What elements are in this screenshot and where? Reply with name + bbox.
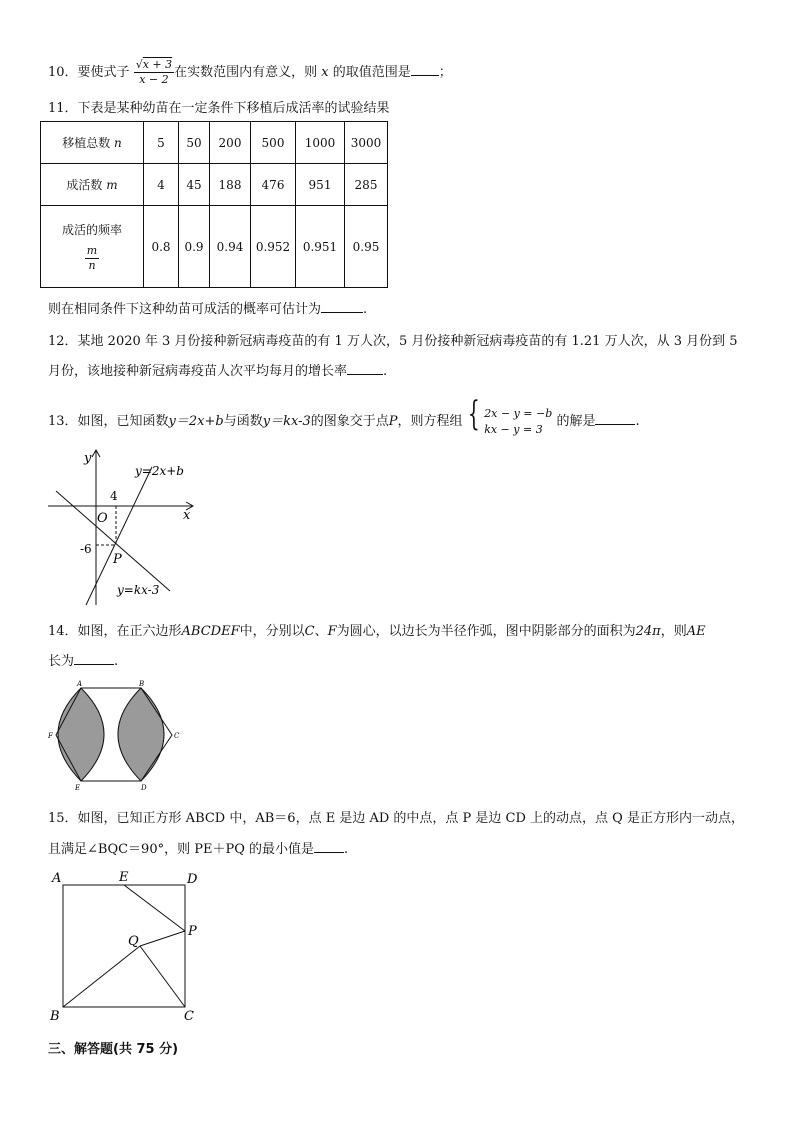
system-brace: {	[467, 394, 480, 434]
table-cell: 1000	[296, 122, 345, 164]
q11-after: 则在相同条件下这种幼苗可成活的概率可估计为 .	[48, 302, 368, 317]
q10-fraction-numerator: √x + 3	[135, 58, 173, 71]
table-cell: 0.951	[296, 206, 345, 288]
table-cell: 45	[179, 164, 210, 206]
q10-tail: 的取值范围是	[332, 65, 411, 80]
table-cell: 0.952	[251, 206, 296, 288]
table-cell: 5	[144, 122, 179, 164]
table-cell: 0.94	[210, 206, 251, 288]
table-cell: 500	[251, 122, 296, 164]
q11-answer-blank	[321, 300, 363, 313]
q10-number: 10．	[48, 65, 78, 80]
shaded-lens-left	[58, 688, 104, 781]
point-b-label: B	[50, 1009, 60, 1024]
table-cell: 0.9	[179, 206, 210, 288]
q15-answer-blank	[314, 840, 344, 853]
section-heading: 三、解答题(共 75 分)	[48, 1042, 179, 1057]
table-row-label: 移植总数 n	[41, 122, 144, 164]
q14-hexagon-figure	[44, 678, 184, 796]
q10-end: ；	[438, 65, 452, 80]
q12-line1: 12．某地 2020 年 3 月份接种新冠病毒疫苗的有 1 万人次，5 月份接种新冠病毒疫苗的有 1.21 万人次，从 3 月份到 5	[48, 334, 738, 349]
segment-bq	[63, 946, 140, 1007]
intersection-label: P	[113, 552, 122, 567]
tick-x-label: 4	[110, 489, 118, 503]
q12-answer-blank	[347, 362, 383, 375]
vertex-a-label: A	[77, 680, 83, 688]
table-cell: 476	[251, 164, 296, 206]
q15-line1: 15．如图，已知正方形 ABCD 中，AB＝6，点 E 是边 AD 的中点，点 P 是边 CD 上的动点，点 Q 是正方形内一动点，	[48, 811, 744, 826]
table-row	[41, 122, 388, 164]
survival-rate-table	[40, 121, 388, 288]
table-cell: 3000	[345, 122, 388, 164]
q10-fraction-denominator: x − 2	[139, 73, 169, 86]
table-cell: 50	[179, 122, 210, 164]
q14-line2: 长为 .	[48, 654, 119, 669]
vertex-c-label: C	[174, 732, 180, 740]
table-cell: 200	[210, 122, 251, 164]
line2-label: y=kx-3	[117, 583, 160, 597]
q15-line2: 且满足∠BQC＝90°，则 PE＋PQ 的最小值是 .	[48, 842, 349, 857]
table-row	[41, 206, 388, 288]
q14-answer-blank	[74, 652, 114, 665]
q10-answer-blank	[411, 63, 439, 76]
q13-graph	[40, 445, 210, 610]
table-row	[41, 164, 388, 206]
vertex-e-label: E	[75, 784, 81, 792]
segment-qc	[140, 946, 185, 1007]
equation-system: 2x − y = −b kx − y = 3	[484, 406, 553, 436]
q14-line1: 14．如图，在正六边形ABCDEF中，分别以C、F为圆心，以边长为半径作弧，图中阴影部分的面积为24π，则AE	[48, 624, 706, 639]
point-p-label: P	[188, 924, 197, 939]
point-e-label: E	[119, 870, 129, 885]
square-abcd	[63, 885, 185, 1007]
table-row-label: 成活的频率 $\frac{m}{n}$	[41, 206, 144, 288]
vertex-b-label: B	[139, 680, 145, 688]
q15-square-figure	[44, 868, 214, 1028]
table-cell: 188	[210, 164, 251, 206]
y-axis-label: y	[84, 451, 92, 466]
point-c-label: C	[184, 1009, 194, 1024]
point-q-label: Q	[128, 934, 139, 949]
question-10	[48, 58, 452, 87]
q12-line2: 月份，该地接种新冠病毒疫苗人次平均每月的增长率 .	[48, 364, 388, 379]
table-cell: 4	[144, 164, 179, 206]
q13-answer-blank	[595, 412, 635, 425]
q10-var: x	[321, 65, 329, 80]
table-cell: 0.95	[345, 206, 388, 288]
tick-y-label: -6	[80, 542, 92, 556]
q10-pre: 要使式子	[77, 65, 130, 80]
q10-fraction	[134, 58, 174, 87]
point-a-label: A	[52, 871, 62, 886]
segment-pq	[140, 931, 185, 946]
vertex-d-label: D	[141, 784, 147, 792]
table-cell: 285	[345, 164, 388, 206]
table-cell: 951	[296, 164, 345, 206]
point-d-label: D	[187, 872, 198, 887]
x-axis-label: x	[183, 508, 191, 523]
q10-post: 在实数范围内有意义，则	[174, 65, 318, 80]
table-cell: 0.8	[144, 206, 179, 288]
question-13: 13．如图，已知函数y＝2x+b与函数y＝kx-3的图象交于点P，则方程组 { 2x − y = −b kx − y = 3 的解是 .	[48, 394, 640, 436]
segment-pe	[124, 885, 185, 931]
q11-intro: 11．下表是某种幼苗在一定条件下移植后成活率的试验结果	[48, 101, 390, 116]
vertex-f-label: F	[48, 732, 53, 740]
shaded-lens-right	[118, 688, 164, 781]
line1-label: y=2x+b	[135, 464, 184, 478]
origin-label: O	[97, 511, 108, 526]
table-row-label: 成活数 m	[41, 164, 144, 206]
